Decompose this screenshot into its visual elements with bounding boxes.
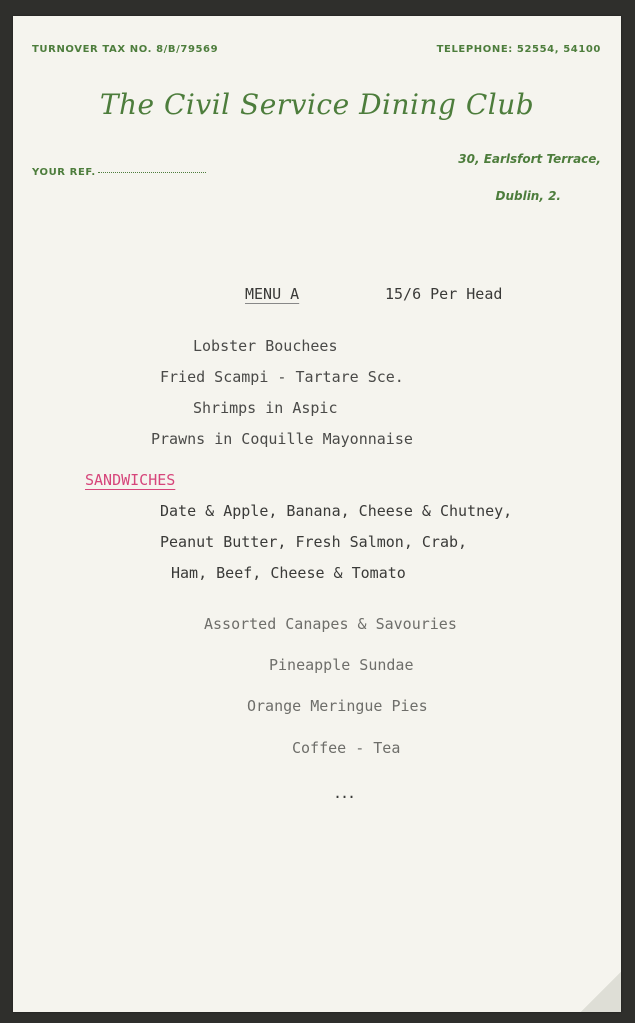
sandwich-line: Ham, Beef, Cheese & Tomato (171, 564, 406, 582)
sandwich-line: Date & Apple, Banana, Cheese & Chutney, (160, 502, 513, 520)
page-corner-shading (581, 972, 621, 1012)
address-line-2: Dublin, 2. (495, 189, 561, 203)
your-ref-dotted-line (98, 172, 206, 173)
menu-title: MENU A (245, 285, 300, 303)
starter-item: Prawns in Coquille Mayonnaise (151, 430, 413, 448)
your-ref-field (32, 167, 206, 178)
your-ref-label: YOUR REF. (32, 167, 96, 178)
telephone-numbers: TELEPHONE: 52554, 54100 (436, 44, 601, 55)
sandwich-line: Peanut Butter, Fresh Salmon, Crab, (160, 533, 468, 551)
turnover-tax-number: TURNOVER TAX NO. 8/B/79569 (32, 44, 219, 55)
menu-document-page (13, 16, 621, 1012)
sandwiches-heading-text: SANDWICHES (85, 471, 176, 489)
end-mark: ... (333, 784, 355, 802)
sandwiches-heading (85, 471, 175, 489)
club-name-title: The Civil Service Dining Club (99, 88, 535, 121)
address-line-1: 30, Earlsfort Terrace, (458, 152, 601, 166)
starter-item: Fried Scampi - Tartare Sce. (160, 368, 404, 386)
starter-item: Shrimps in Aspic (193, 399, 338, 417)
course-item: Assorted Canapes & Savouries (204, 615, 457, 633)
starter-item: Lobster Bouchees (193, 337, 338, 355)
course-item: Pineapple Sundae (269, 656, 414, 674)
course-item: Coffee - Tea (292, 739, 401, 757)
menu-heading (245, 285, 299, 303)
course-item: Orange Meringue Pies (247, 697, 428, 715)
menu-price: 15/6 Per Head (385, 285, 503, 303)
